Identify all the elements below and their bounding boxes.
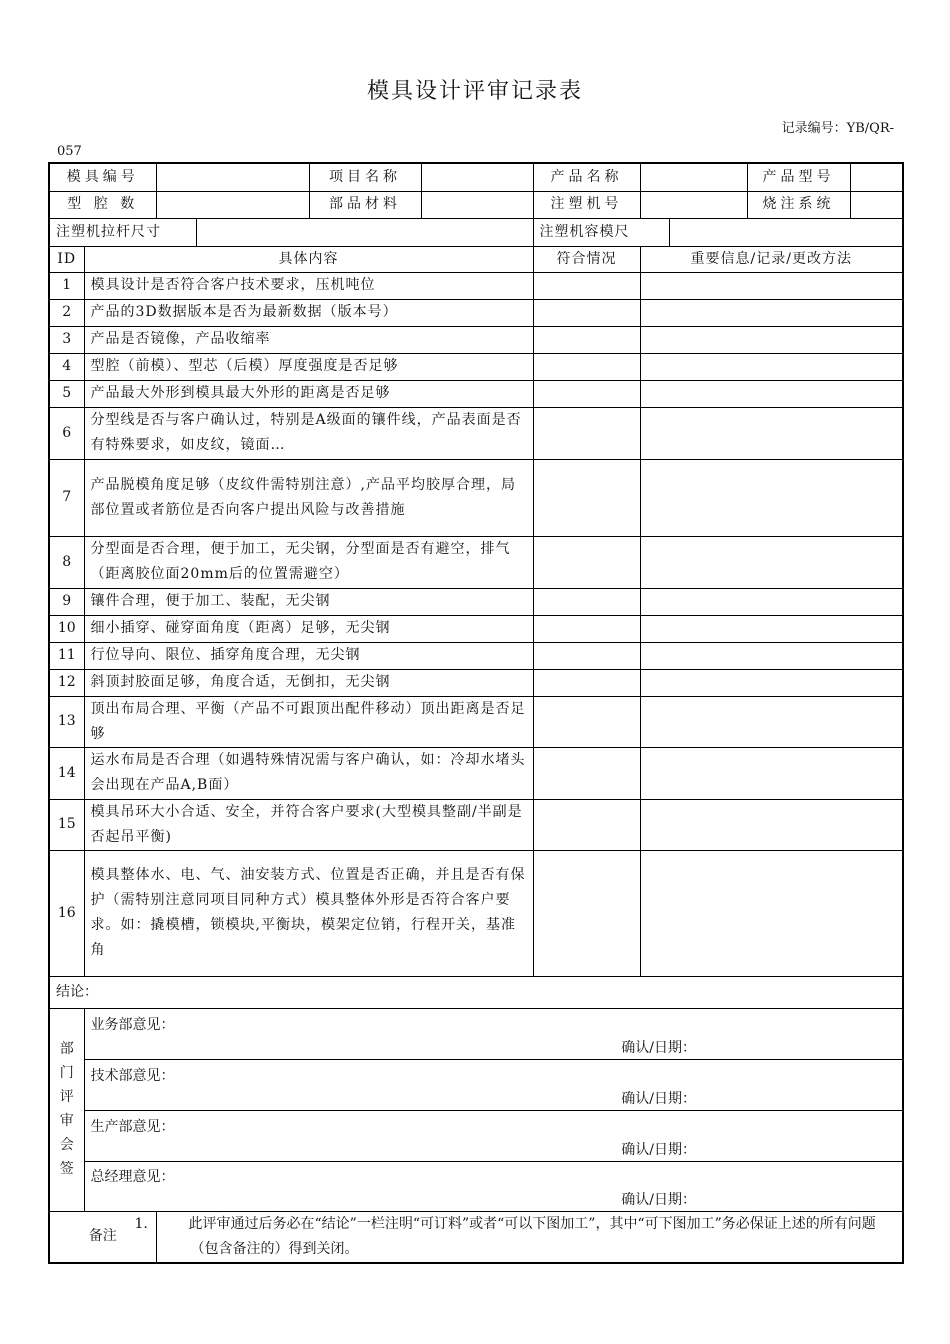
item-content: 产品脱模角度足够（皮纹件需特别注意）,产品平均胶厚合理，局部位置或者筋位是否向客户提出风险与改善措施	[84, 459, 533, 536]
item-conformity-cell[interactable]	[533, 536, 640, 588]
item-id: 14	[49, 747, 84, 799]
conclusion-field[interactable]	[49, 976, 903, 1008]
item-content: 产品的3D数据版本是否为最新数据（版本号）	[84, 299, 533, 326]
item-conformity-cell[interactable]	[533, 380, 640, 407]
conclusion-row	[49, 976, 903, 1008]
item-content: 模具设计是否符合客户技术要求，压机吨位	[84, 272, 533, 299]
item-info-cell[interactable]	[640, 615, 903, 642]
record-number-label: 记录编号：YB/QR-	[781, 121, 894, 136]
item-content: 行位导向、限位、插穿角度合理，无尖钢	[84, 642, 533, 669]
gm-opinion-label: 总经理意见：	[90, 1169, 175, 1185]
info-column-header: 重要信息/记录/更改方法	[640, 246, 903, 272]
item-info-cell[interactable]	[640, 642, 903, 669]
production-opinion-field[interactable]	[84, 1110, 903, 1161]
item-conformity-cell[interactable]	[533, 850, 640, 976]
table-row	[49, 326, 903, 353]
project-name-value[interactable]	[421, 163, 533, 191]
item-content: 产品是否镜像，产品收缩率	[84, 326, 533, 353]
remarks-label: 备注	[49, 1211, 156, 1263]
id-column-header: ID	[49, 246, 84, 272]
header-row-1	[49, 163, 903, 191]
page-title: 模具设计评审记录表	[366, 79, 583, 104]
item-conformity-cell[interactable]	[533, 799, 640, 850]
business-confirm-date: 确认/日期：	[621, 1039, 697, 1056]
dept-review-signoff-label	[49, 1008, 84, 1211]
remarks-content	[134, 1211, 903, 1263]
product-name-label: 产品名称	[533, 163, 640, 191]
gate-system-value[interactable]	[850, 191, 903, 218]
mold-capacity-label: 注塑机容模尺	[533, 218, 669, 246]
cavity-count-value[interactable]	[156, 191, 309, 218]
opinion-row	[49, 1110, 903, 1161]
item-info-cell[interactable]	[640, 272, 903, 299]
item-content: 模具吊环大小合适、安全，并符合客户要求(大型模具整副/半副是否起吊平衡)	[84, 799, 533, 850]
table-row	[49, 799, 903, 850]
table-row	[49, 747, 903, 799]
item-info-cell[interactable]	[640, 353, 903, 380]
column-header-row	[49, 246, 903, 272]
mold-capacity-value[interactable]	[669, 218, 903, 246]
item-info-cell[interactable]	[640, 850, 903, 976]
technical-confirm-date: 确认/日期：	[621, 1090, 697, 1107]
item-content: 模具整体水、电、气、油安装方式、位置是否正确，并且是否有保护（需特别注意同项目同种方式）模具整体外形是否符合客户要求。如：撬模槽，锁模块,平衡块，模架定位销，行程开关，基准角	[84, 850, 533, 976]
production-confirm-date: 确认/日期：	[621, 1141, 697, 1158]
table-row	[49, 299, 903, 326]
item-id: 8	[49, 536, 84, 588]
table-row	[49, 669, 903, 696]
item-content: 分型面是否合理，便于加工，无尖钢，分型面是否有避空，排气（距离胶位面20mm后的位置需避空）	[84, 536, 533, 588]
item-info-cell[interactable]	[640, 380, 903, 407]
item-id: 15	[49, 799, 84, 850]
item-content: 型腔（前模）、型芯（后模）厚度强度是否足够	[84, 353, 533, 380]
item-info-cell[interactable]	[640, 536, 903, 588]
item-id: 9	[49, 588, 84, 615]
item-id: 7	[49, 459, 84, 536]
table-row	[49, 459, 903, 536]
item-conformity-cell[interactable]	[533, 669, 640, 696]
table-row	[49, 536, 903, 588]
product-model-label: 产品型号	[747, 163, 850, 191]
cavity-count-label: 型 腔 数	[49, 191, 156, 218]
content-column-header: 具体内容	[84, 246, 533, 272]
tie-bar-size-value[interactable]	[196, 218, 533, 246]
business-opinion-label: 业务部意见：	[90, 1016, 175, 1033]
part-material-label: 部品材料	[309, 191, 421, 218]
item-id: 10	[49, 615, 84, 642]
item-content: 产品最大外形到模具最大外形的距离是否足够	[84, 380, 533, 407]
mold-no-value[interactable]	[156, 163, 309, 191]
production-opinion-label: 生产部意见：	[90, 1118, 175, 1135]
dept-review-signoff-text: 部门评审会签	[59, 1041, 74, 1177]
table-row	[49, 588, 903, 615]
item-conformity-cell[interactable]	[533, 272, 640, 299]
gate-system-label: 烧注系统	[747, 191, 850, 218]
item-conformity-cell[interactable]	[533, 353, 640, 380]
header-row-3	[49, 218, 903, 246]
item-id: 11	[49, 642, 84, 669]
item-conformity-cell[interactable]	[533, 615, 640, 642]
item-info-cell[interactable]	[640, 407, 903, 459]
item-content: 细小插穿、碰穿面角度（距离）足够，无尖钢	[84, 615, 533, 642]
project-name-label: 项目名称	[309, 163, 421, 191]
item-content: 镶件合理，便于加工、装配，无尖钢	[84, 588, 533, 615]
item-id: 3	[49, 326, 84, 353]
item-content: 顶出布局合理、平衡（产品不可跟顶出配件移动）顶出距离是否足够	[84, 696, 533, 747]
gm-confirm-date: 确认/日期：	[621, 1192, 697, 1208]
item-conformity-cell[interactable]	[533, 642, 640, 669]
table-row	[49, 353, 903, 380]
item-conformity-cell[interactable]	[533, 299, 640, 326]
remarks-item-number: 1.	[134, 1215, 148, 1232]
table-row	[49, 380, 903, 407]
item-content: 运水布局是否合理（如遇特殊情况需与客户确认，如：冷却水堵头会出现在产品A,B面）	[84, 747, 533, 799]
table-row	[49, 407, 903, 459]
item-id: 12	[49, 669, 84, 696]
item-id: 13	[49, 696, 84, 747]
item-conformity-cell[interactable]	[533, 696, 640, 747]
item-info-cell[interactable]	[640, 326, 903, 353]
item-conformity-cell[interactable]	[533, 747, 640, 799]
item-info-cell[interactable]	[640, 299, 903, 326]
item-conformity-cell[interactable]	[533, 326, 640, 353]
item-content: 分型线是否与客户确认过，特别是A级面的镶件线，产品表面是否有特殊要求，如皮纹，镜面…	[84, 407, 533, 459]
remarks-item-text: 此评审通过后务必在“结论”一栏注明“可订料”或者“可以下图加工”，其中“可下图加工”务必保证上述的所有问题（包含备注的）得到关闭。	[188, 1215, 876, 1257]
table-row	[49, 272, 903, 299]
business-opinion-field[interactable]	[84, 1008, 903, 1059]
record-number-continuation: 057	[57, 144, 82, 159]
item-conformity-cell[interactable]	[533, 407, 640, 459]
header-row-2	[49, 191, 903, 218]
remarks-row	[49, 1211, 903, 1263]
gm-opinion-field[interactable]	[84, 1161, 903, 1211]
item-info-cell[interactable]	[640, 588, 903, 615]
product-model-value[interactable]	[850, 163, 903, 191]
item-info-cell[interactable]	[640, 669, 903, 696]
item-id: 5	[49, 380, 84, 407]
technical-opinion-label: 技术部意见：	[90, 1067, 175, 1084]
table-row	[49, 615, 903, 642]
item-info-cell[interactable]	[640, 799, 903, 850]
part-material-value[interactable]	[421, 191, 533, 218]
item-conformity-cell[interactable]	[533, 459, 640, 536]
tie-bar-size-label: 注塑机拉杆尺寸	[49, 218, 196, 246]
mold-no-label: 模具编号	[49, 163, 156, 191]
product-name-value[interactable]	[640, 163, 747, 191]
item-content: 斜顶封胶面足够，角度合适，无倒扣，无尖钢	[84, 669, 533, 696]
injection-machine-label: 注塑机号	[533, 191, 640, 218]
item-info-cell[interactable]	[640, 459, 903, 536]
item-id: 16	[49, 850, 84, 976]
item-id: 4	[49, 353, 84, 380]
opinion-row	[49, 1161, 903, 1211]
table-row	[49, 642, 903, 669]
item-info-cell[interactable]	[640, 696, 903, 747]
table-row	[49, 850, 903, 976]
technical-opinion-field[interactable]	[84, 1059, 903, 1110]
item-id: 2	[49, 299, 84, 326]
conformity-column-header: 符合情况	[533, 246, 640, 272]
table-row	[49, 696, 903, 747]
item-info-cell[interactable]	[640, 747, 903, 799]
conclusion-label: 结论：	[56, 983, 98, 1000]
opinion-row	[49, 1008, 903, 1059]
item-id: 6	[49, 407, 84, 459]
item-conformity-cell[interactable]	[533, 588, 640, 615]
review-form-table	[48, 162, 904, 1264]
injection-machine-value[interactable]	[640, 191, 747, 218]
item-id: 1	[49, 272, 84, 299]
opinion-row	[49, 1059, 903, 1110]
